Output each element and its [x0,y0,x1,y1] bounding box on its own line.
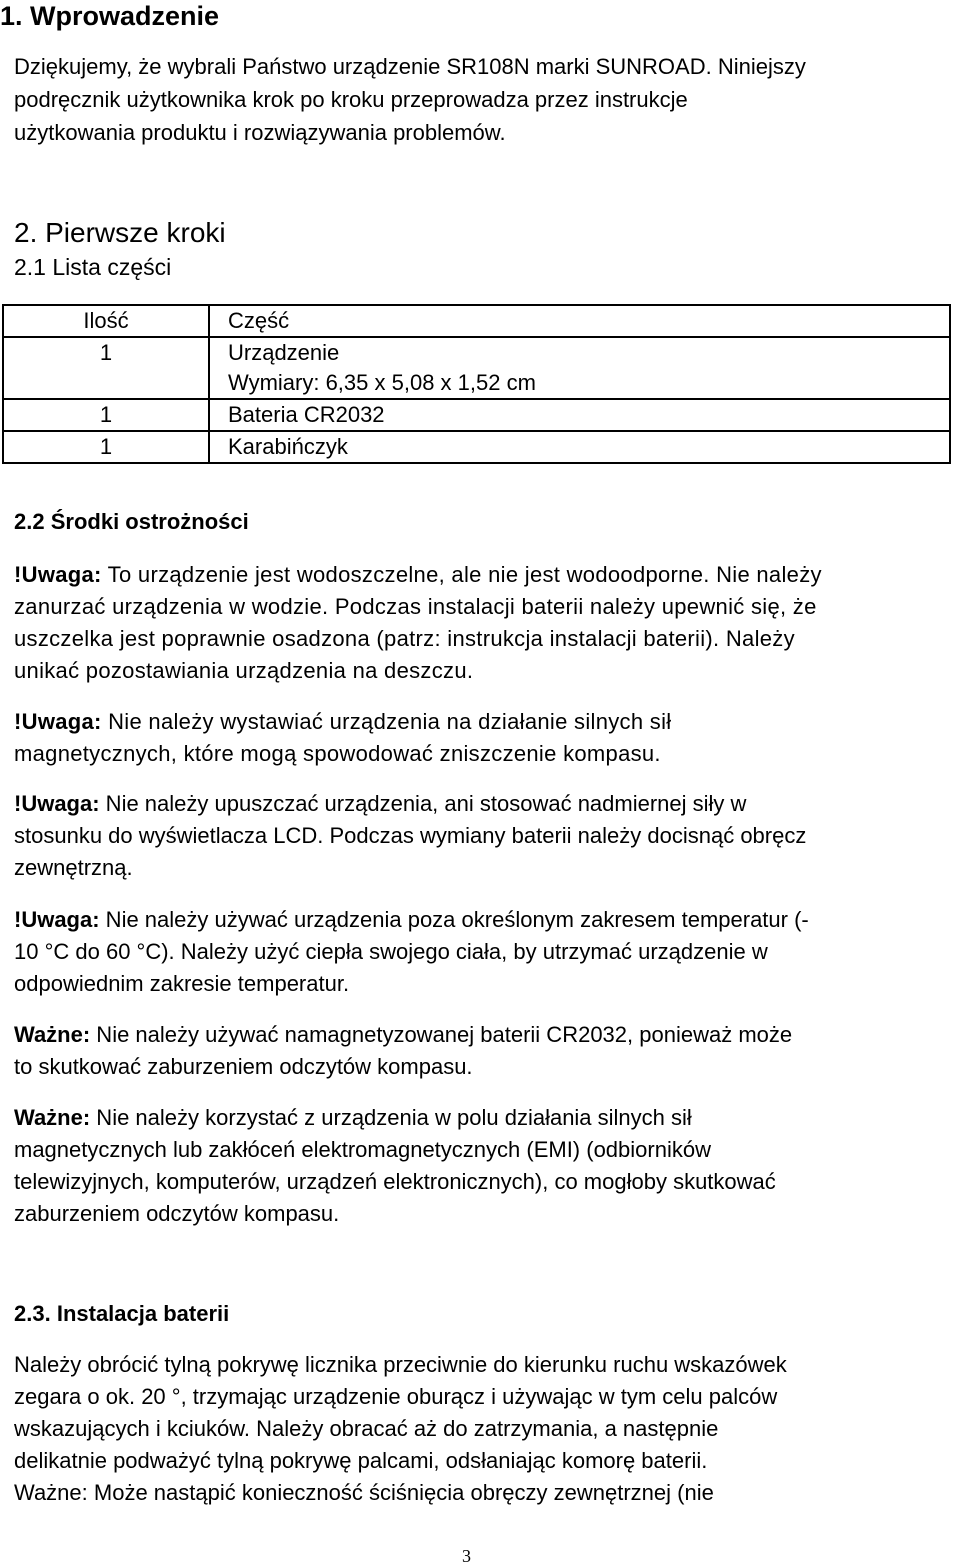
paragraph-line: zegara o ok. 20 °, trzymając urządzenie oburącz i używając w tym celu palców [14,1384,778,1409]
warning-line [14,904,809,936]
subsection-title: Lista części [52,254,172,280]
table-row [3,337,950,399]
warning-text: To urządzenie jest wodoszczelne, ale nie jest wodoodporne. Nie należy [101,562,822,587]
section-heading-first-steps: 2. Pierwsze kroki [14,217,226,248]
warning-waterproof [14,559,822,687]
warning-line: unikać pozostawiania urządzenia na deszczu. [14,658,474,683]
section-heading-introduction: 1. Wprowadzenie [0,1,220,31]
cell-quantity: 1 [3,431,209,463]
warning-line: 10 °C do 60 °C). Należy użyć ciepła swojego ciała, by utrzymać urządzenie w [14,939,768,964]
warning-text: Nie należy używać urządzenia poza określonym zakresem temperatur (- [99,907,809,932]
subsection-heading-battery-installation [14,1300,229,1328]
important-label: Ważne: [14,1022,91,1047]
important-text: Nie należy używać namagnetyzowanej baterii CR2032, ponieważ może [90,1022,793,1047]
warning-magnetic [14,706,671,770]
table-header-row [3,305,950,337]
subsection-heading-parts-list [14,253,171,281]
cell-part [209,337,950,399]
intro-line: podręcznik użytkownika krok po kroku przeprowadza przez instrukcje [14,87,688,112]
paragraph-line: Należy obrócić tylną pokrywę licznika przeciwnie do kierunku ruchu wskazówek [14,1352,787,1377]
column-header-part: Część [209,305,950,337]
cell-part: Karabińczyk [209,431,950,463]
intro-line: użytkowania produktu i rozwiązywania problemów. [14,120,506,145]
warning-line [14,559,822,591]
important-line [14,1102,776,1134]
warning-line: odpowiednim zakresie temperatur. [14,971,350,996]
subsection-number: 2.1 [14,254,46,280]
paragraph-line: Ważne: Może nastąpić konieczność ściśnięcia obręczy zewnętrznej (nie [14,1480,714,1505]
cell-quantity: 1 [3,337,209,399]
warning-label: !Uwaga: [14,709,102,734]
warning-line: uszczelka jest poprawnie osadzona (patrz: instrukcja instalacji baterii). Należy [14,626,795,651]
part-dimensions: Wymiary: 6,35 x 5,08 x 1,52 cm [228,370,536,395]
subsection-title: Instalacja baterii [56,1301,230,1326]
warning-line: zewnętrzną. [14,855,133,880]
table-row [3,431,950,463]
subsection-number: 2.3. [14,1301,51,1326]
important-line: magnetycznych lub zakłóceń elektromagnetycznych (EMI) (odbiorników [14,1137,711,1162]
warning-temperature [14,904,809,1000]
important-label: Ważne: [14,1105,91,1130]
subsection-number: 2.2 [14,509,45,534]
table-row [3,399,950,431]
warning-line: stosunku do wyświetlacza LCD. Podczas wymiany baterii należy docisnąć obręcz [14,823,807,848]
battery-installation-paragraph [14,1349,787,1509]
part-name: Urządzenie [228,340,340,365]
important-line: telewizyjnych, komputerów, urządzeń elektronicznych), co mogłoby skutkować [14,1169,776,1194]
warning-label: !Uwaga: [14,791,100,816]
warning-text: Nie należy wystawiać urządzenia na działanie silnych sił [101,709,672,734]
intro-line: Dziękujemy, że wybrali Państwo urządzenie SR108N marki SUNROAD. Niniejszy [14,54,806,79]
paragraph-line: wskazujących i kciuków. Należy obracać aż do zatrzymania, a następnie [14,1416,719,1441]
warning-label: !Uwaga: [14,907,100,932]
important-battery [14,1019,792,1083]
subsection-title: Środki ostrożności [50,509,249,534]
cell-quantity: 1 [3,399,209,431]
important-text: Nie należy korzystać z urządzenia w polu działania silnych sił [90,1105,692,1130]
column-header-quantity: Ilość [3,305,209,337]
warning-text: Nie należy upuszczać urządzenia, ani stosować nadmiernej siły w [99,791,747,816]
warning-line: zanurzać urządzenia w wodzie. Podczas instalacji baterii należy upewnić się, że [14,594,817,619]
important-line: to skutkować zaburzeniem odczytów kompasu. [14,1054,473,1079]
warning-line [14,706,671,738]
subsection-heading-precautions [14,508,249,536]
intro-paragraph [14,50,806,149]
parts-table [2,304,951,464]
important-line: zaburzeniem odczytów kompasu. [14,1201,340,1226]
warning-line [14,788,806,820]
paragraph-line: delikatnie podważyć tylną pokrywę palcami, odsłaniając komorę baterii. [14,1448,708,1473]
warning-lcd [14,788,806,884]
important-line [14,1019,792,1051]
cell-part: Bateria CR2032 [209,399,950,431]
warning-label: !Uwaga: [14,562,102,587]
page-number: 3 [462,1546,471,1566]
warning-line: magnetycznych, które mogą spowodować zniszczenie kompasu. [14,741,661,766]
important-emi [14,1102,776,1230]
